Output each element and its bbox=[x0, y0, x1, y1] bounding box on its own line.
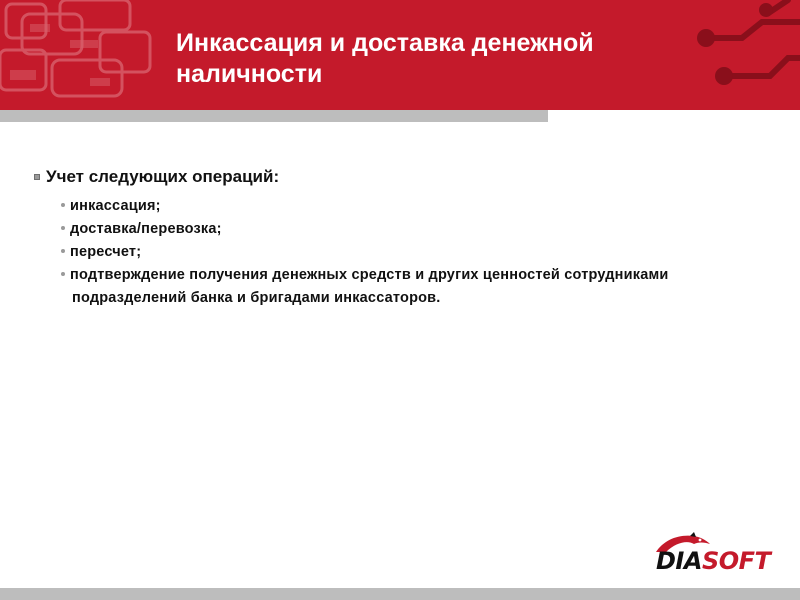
logo-dia: DIA bbox=[656, 547, 702, 575]
slide-title-line-1: Инкассация и доставка денежной bbox=[176, 29, 594, 57]
circuit-pattern-icon bbox=[0, 0, 170, 110]
list-item-text: инкассация; bbox=[70, 198, 161, 214]
slide-title-line-2: наличности bbox=[176, 60, 323, 88]
list-item-text: пересчет; bbox=[70, 244, 142, 260]
slide-content bbox=[34, 166, 774, 310]
list-item-text: доставка/перевозка; bbox=[70, 221, 222, 237]
bullet-dot-icon bbox=[61, 226, 65, 230]
bullet-heading-text: Учет следующих операций: bbox=[46, 167, 280, 186]
slide-title bbox=[176, 28, 696, 90]
list-item bbox=[34, 241, 774, 264]
list-item bbox=[34, 264, 712, 310]
footer-gray-bar bbox=[0, 588, 800, 600]
bullet-heading bbox=[34, 166, 774, 188]
bullet-dot-icon bbox=[61, 249, 65, 253]
logo-wordmark bbox=[656, 546, 770, 576]
square-bullet-icon bbox=[34, 174, 40, 180]
circuit-pattern-icon bbox=[680, 0, 800, 110]
list-item bbox=[34, 218, 774, 241]
list-item-text: подтверждение получения денежных средств и других ценностей сотрудниками подразделений банка и бригадами инкассаторов. bbox=[70, 267, 669, 306]
header-gray-bar bbox=[0, 110, 548, 122]
bullet-dot-icon bbox=[61, 272, 65, 276]
logo-soft: SOFT bbox=[701, 547, 771, 575]
diasoft-logo bbox=[652, 532, 792, 578]
slide-header bbox=[0, 0, 800, 110]
bullet-dot-icon bbox=[61, 203, 65, 207]
list-item bbox=[34, 195, 774, 218]
